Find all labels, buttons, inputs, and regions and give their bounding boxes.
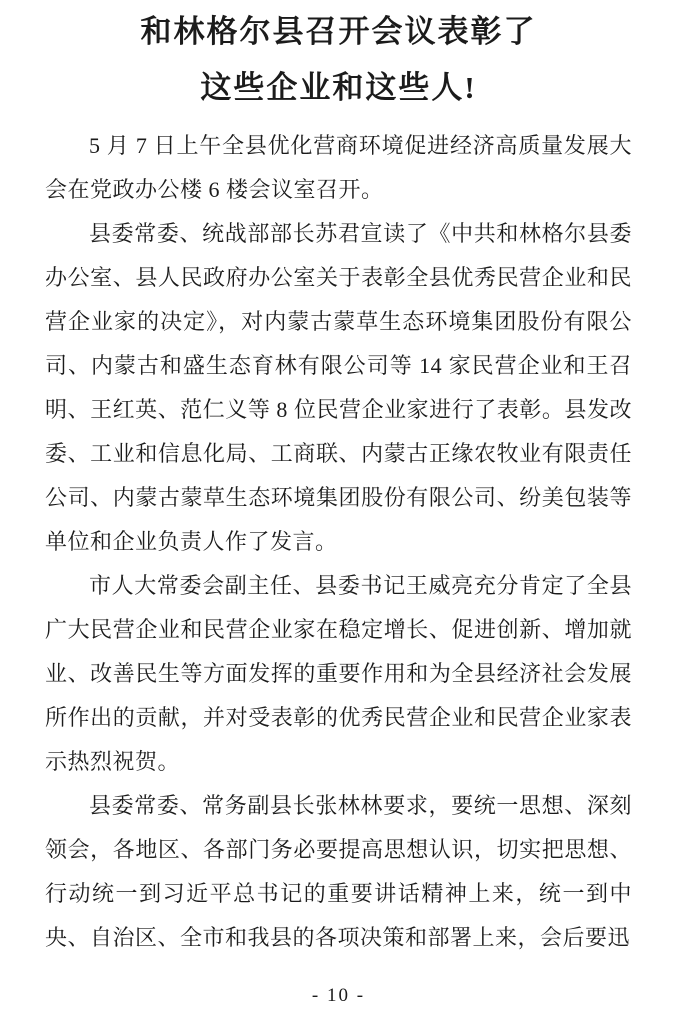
paragraph-2: 县委常委、统战部部长苏君宣读了《中共和林格尔县委办公室、县人民政府办公室关于表彰全县优秀民营企业和民营企业家的决定》，对内蒙古蒙草生态环境集团股份有限公司、内蒙古和盛生态育林有限公司等 14 家民营企业和王召明、王红英、范仁义等 8 位民营企业家进行了表彰。县发改委、工业和信息化局、工商联、内蒙古正缘农牧业有限责任公司、内蒙古蒙草生态环境集团股份有限公司、纷美包装等单位和企业负责人作了发言。 — [45, 221, 632, 554]
title-line-2: 这些企业和这些人! — [200, 70, 477, 105]
paragraph-1: 5 月 7 日上午全县优化营商环境促进经济高质量发展大会在党政办公楼 6 楼会议室召开。 — [45, 133, 632, 202]
document-body — [0, 116, 677, 960]
paragraph-4: 县委常委、常务副县长张林林要求，要统一思想、深刻领会，各地区、各部门务必要提高思想认识，切实把思想、行动统一到习近平总书记的重要讲话精神上来，统一到中央、自治区、全市和我县的各项决策和部署上来，会后要迅 — [45, 793, 632, 950]
paragraph-3: 市人大常委会副主任、县委书记王威亮充分肯定了全县广大民营企业和民营企业家在稳定增长、促进创新、增加就业、改善民生等方面发挥的重要作用和为全县经济社会发展所作出的贡献，并对受表彰的优秀民营企业和民营企业家表示热烈祝贺。 — [45, 573, 632, 774]
title-line-1: 和林格尔县召开会议表彰了 — [140, 14, 537, 49]
document-title — [0, 0, 677, 116]
page-number: - 10 - — [311, 985, 366, 1006]
